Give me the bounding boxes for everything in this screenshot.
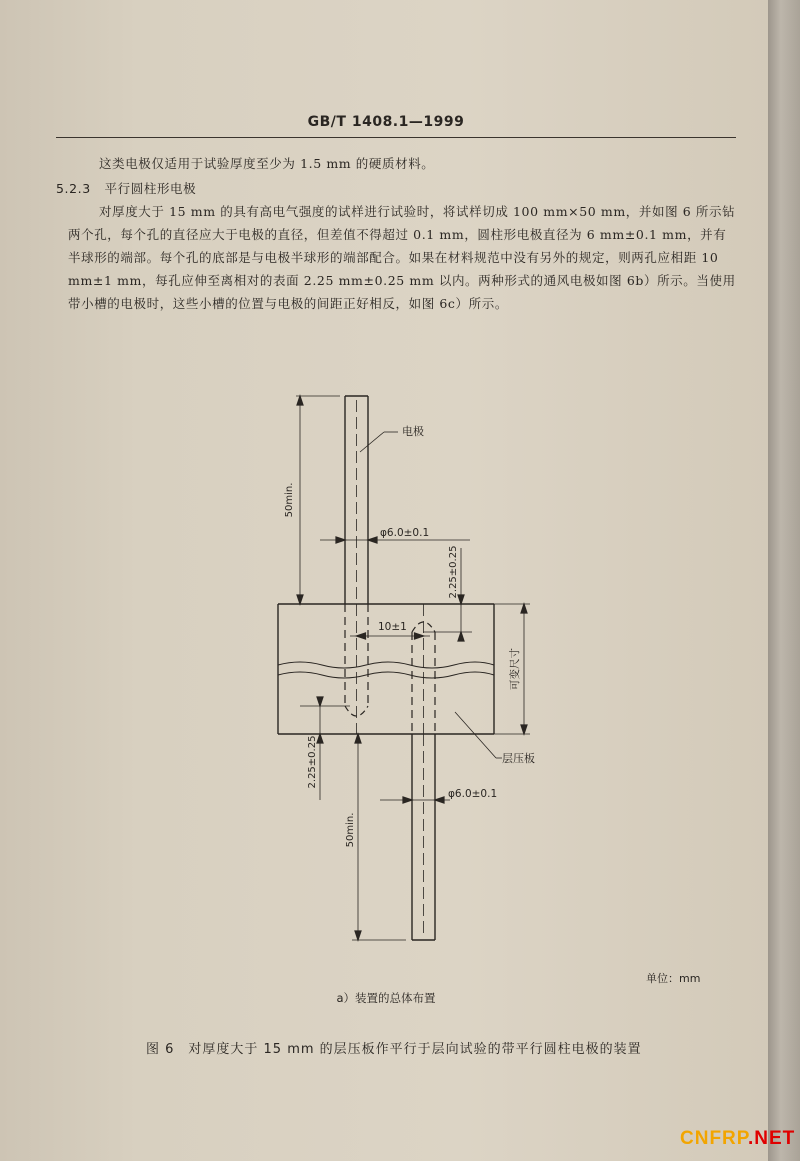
site-watermark <box>680 1128 795 1150</box>
figure-subcaption: a）装置的总体布置 <box>336 991 436 1005</box>
figure-unit-label: 单位：mm <box>646 972 701 985</box>
label-diameter-top: φ6.0±0.1 <box>380 527 430 539</box>
book-spine <box>768 0 800 1161</box>
label-depth-top: 2.25±0.25 <box>448 545 459 599</box>
figure-caption: 图 6 对厚度大于 15 mm 的层压板作平行于层向试验的带平行圆柱电极的装置 <box>146 1042 642 1057</box>
label-diameter-bottom: φ6.0±0.1 <box>448 788 498 800</box>
label-50min-bottom: 50min. <box>345 812 356 848</box>
label-50min-top: 50min. <box>284 482 295 518</box>
watermark-part-a: CNFRP <box>680 1128 748 1149</box>
label-laminate: 层压板 <box>502 752 535 765</box>
section-number: 5.2.3 <box>56 181 91 196</box>
page-header-standard-number: GB/T 1408.1—1999 <box>307 114 465 130</box>
label-depth-bottom: 2.25±0.25 <box>307 735 318 789</box>
paragraph-1: 这类电极仅适用于试验厚度至少为 1.5 mm 的硬质材料。 <box>99 156 435 171</box>
label-variable-dimension: 可变尺寸 <box>509 648 521 690</box>
label-electrode: 电极 <box>402 425 424 438</box>
paragraph-2: 对厚度大于 15 mm 的具有高电气强度的试样进行试验时，将试样切成 100 mm×50 mm，并如图 6 所示钻两个孔，每个孔的直径应大于电极的直径，但差值不得超过 0.1 mm，圆柱形电极直径为 6 mm±0.1 mm，并有半球形的端部。每个孔的底部是与电极半球形的端部配合。如果在材料规范中没有另外的规定，则两孔应相距 10 mm±1 mm，每孔应伸至离相对的表面 2.25 mm±0.25 mm 以内。两种形式的通风电极如图 6b）所示。当使用带小槽的电极时，这些小槽的位置与电极的间距正好相反，如图 6c）所示。 <box>68 204 736 311</box>
label-spacing: 10±1 <box>378 621 407 633</box>
section-title: 平行圆柱形电极 <box>104 181 197 196</box>
watermark-part-b: .NET <box>748 1128 796 1149</box>
